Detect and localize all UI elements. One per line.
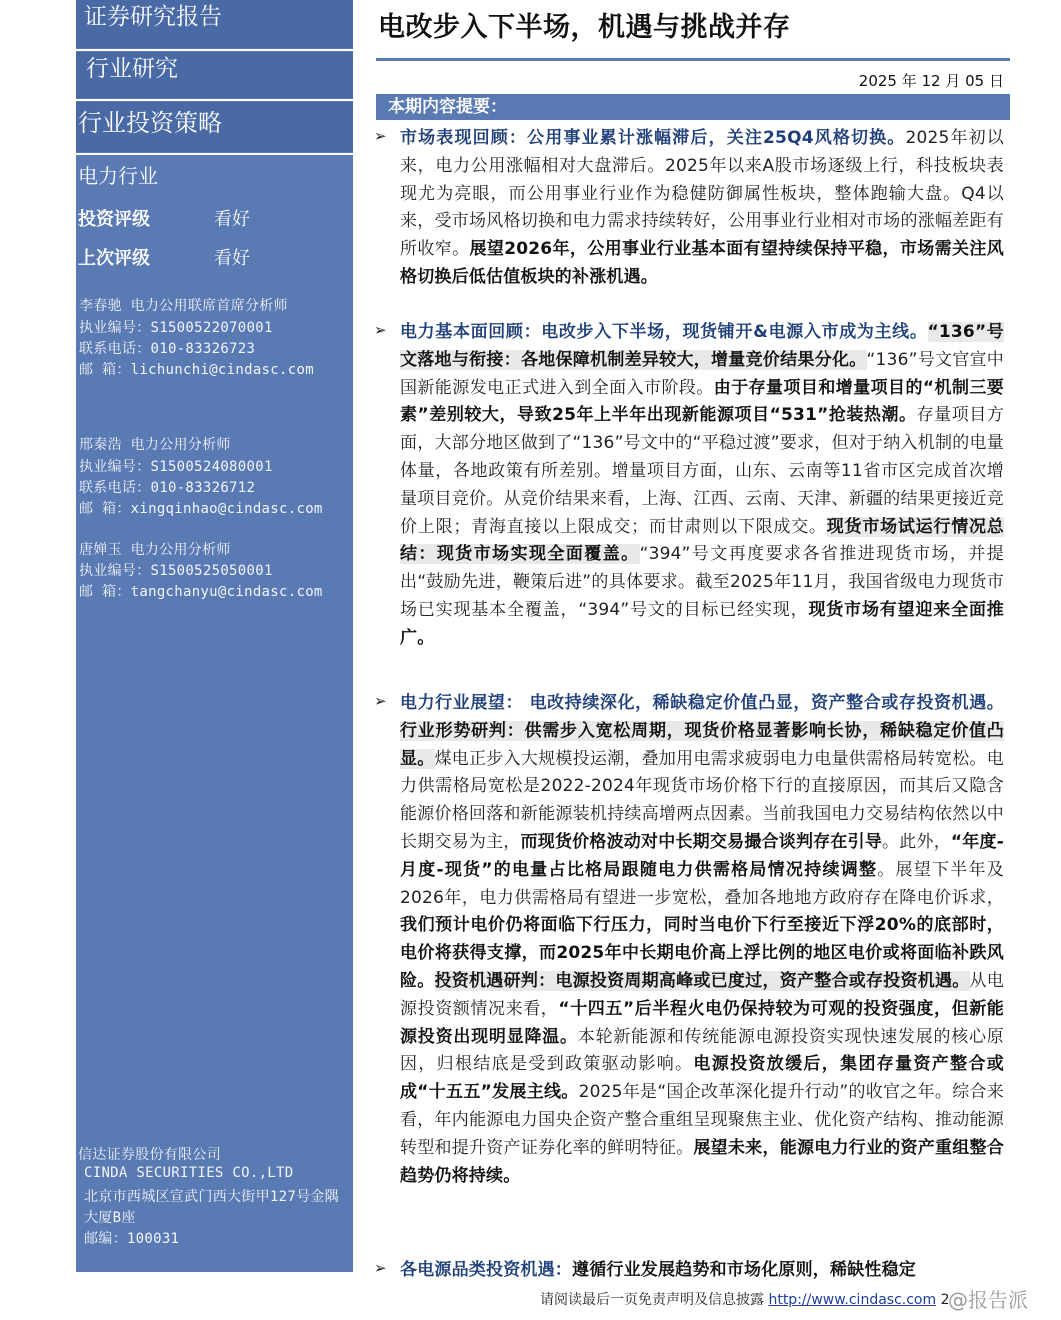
body-text: 。展望下半年及2026年，电力供需格局有望进一步宽松，叠加各地地方政府存在降电价诉求， [400, 859, 1004, 908]
analyst-id: 执业编号：S1500522070001 [79, 320, 273, 336]
section-paragraph [400, 1257, 1004, 1285]
summary-section-market [374, 125, 1004, 292]
watermark: @报告派 [948, 1288, 1028, 1312]
analyst-id: 执业编号：S1500524080001 [79, 459, 273, 475]
rating-value: 看好 [214, 209, 250, 230]
divider [76, 99, 353, 101]
divider [76, 153, 353, 155]
summary-section-investment [374, 1257, 1004, 1285]
website-link[interactable]: http://www.cindasc.com [768, 1292, 937, 1308]
highlight-text: 投资机遇研判：电源投资周期高峰或已度过，资产整合或存投资机遇。 [434, 970, 970, 991]
report-title: 电改步入下半场，机遇与挑战并存 [378, 12, 791, 43]
sidebar [76, 0, 353, 1272]
body-text: 存量项目方面，大部分地区做到了“136”号文中的“平稳过渡”要求，但对于纳入机制的电量体量，各地政策有所差别。增量项目方面，山东、云南等11省市区完成首次增量项目竞价。从竞价结果来看，上海、江西、云南、天津、新疆的结果更接近竞价上限；青海直接以上限成交；而甘肃则以下限成交。 [400, 405, 1005, 537]
bold-text: 而现货价格波动对中长期交易撮合谈判存在引导 [520, 831, 883, 852]
bullet-icon: ➢ [374, 1259, 387, 1277]
analyst-name: 邢秦浩 电力公用分析师 [79, 437, 231, 453]
page-number: 2 [940, 1292, 950, 1308]
bold-text: 电源投资放缓后，集团存量资产整合或成“十五五”发展主线。 [400, 1054, 1005, 1103]
category: 行业研究 [86, 56, 178, 82]
body-text: 2025年是“国企改革深化提升行动”的收官之年。综合来看，年内能源电力国央企资产整合重组呈现聚焦主业、优化资产结构、推动能源转型和提升资产证券化率的鲜明特征。 [400, 1082, 1005, 1158]
section-heading: 电力基本面回顾：电改步入下半场，现货铺开&电源入市成为主线。 [400, 322, 928, 342]
bullet-icon: ➢ [374, 321, 387, 339]
report-date: 2025 年 12 月 05 日 [858, 72, 1004, 90]
body-text: 从电源投资额情况来看， [400, 970, 1005, 1019]
bold-text: 现货市场有望迎来全面推广。 [400, 599, 1005, 648]
summary-section-outlook [374, 690, 1005, 1190]
bold-text: 遵循行业发展趋势和市场化原则，稀缺性稳定 [572, 1260, 916, 1280]
analyst-email[interactable]: 邮 箱：lichunchi@cindasc.com [79, 362, 314, 378]
company-postcode: 邮编：100031 [84, 1231, 180, 1247]
body-text: 煤电正步入大规模投运潮，叠加用电需求疲弱电力电量供需格局转宽松。电力供需格局宽松是2022-2024年现货市场价格下行的直接原因，而其后又隐含能源价格回落和新能源装机持续高增两点因素。当前我国电力交易结构依然以中长期交易为主， [400, 748, 1004, 852]
section-heading: 市场表现回顾：公用事业累计涨幅滞后，关注25Q4风格切换。 [400, 128, 906, 148]
analyst-phone: 联系电话：010-83326712 [79, 480, 256, 496]
category-box [76, 52, 353, 98]
disclaimer-note: 请阅读最后一页免责声明及信息披露 [540, 1292, 764, 1308]
body-text: 本轮新能源和传统能源电源投资实现快速发展的核心原因，归根结底是受到政策驱动影响。 [400, 1026, 1005, 1075]
summary-label: 本期内容提要： [388, 97, 507, 117]
analyst-email[interactable]: 邮 箱：xingqinhao@cindasc.com [79, 501, 323, 517]
body-text: “394”号文再度要求各省推进现货市场，并提出“鼓励先进，鞭策后进”的具体要求。截至2025年11月，我国省级电力现货市场已实现基本全覆盖，“394”号文的目标已经实现， [400, 544, 1004, 620]
summary-section-fundamentals [374, 319, 1005, 653]
bullet-icon: ➢ [374, 692, 387, 710]
subcategory-box [76, 102, 353, 152]
analyst-name: 李春驰 电力公用联席首席分析师 [79, 298, 288, 314]
highlight-text: 行业形势研判：供需步入宽松周期，现货价格显著影响长协，稀缺稳定价值凸显。 [400, 720, 1004, 769]
analyst-phone: 联系电话：010-83326723 [79, 341, 256, 357]
summary-header [376, 94, 1010, 120]
section-paragraph [400, 690, 1004, 1190]
body-text: 2025年初以来，电力公用涨幅相对大盘滞后。2025年以来A股市场逐级上行，科技板块表现尤为亮眼，而公用事业行业作为稳健防御属性板块，整体跑输大盘。Q4以来，受市场风格切换和电力需求持续转好，公用事业行业相对市场的涨幅差距有所收窄。 [400, 128, 1004, 260]
analyst-name: 唐婵玉 电力公用分析师 [79, 542, 231, 558]
section-paragraph [400, 319, 1004, 653]
title-rule [376, 58, 1010, 61]
body-text: “136”号文官宣中国新能源发电正式进入到全面入市阶段。 [400, 349, 1005, 398]
bold-text: 由于存量项目和增量项目的“机制三要素”差别较大，导致25年上半年出现新能源项目“531”抢装热潮。 [400, 377, 1004, 426]
analyst-id: 执业编号：S1500525050001 [79, 563, 273, 579]
report-type-box [76, 0, 353, 48]
highlight-text: “136”号文落地与衔接：各地保障机制差异较大，增量竞价结果分化。 [400, 322, 1004, 370]
section-paragraph [400, 125, 1004, 292]
company-address: 北京市西城区宣武门西大街甲127号金隅 [84, 1189, 339, 1205]
company-cn: 信达证券股份有限公司 [78, 1147, 221, 1163]
bold-text: 展望未来，能源电力行业的资产重组整合趋势仍将持续。 [400, 1137, 1004, 1186]
company-en: CINDA SECURITIES CO.,LTD [84, 1165, 294, 1181]
rating-label: 投资评级 [78, 209, 150, 230]
section-heading: 电力行业展望： 电改持续深化，稀缺稳定价值凸显，资产整合或存投资机遇。 [400, 693, 1004, 713]
divider [76, 49, 353, 51]
bold-text: 展望2026年，公用事业行业基本面有望持续保持平稳，市场需关注风格切换后低估值板块的补涨机遇。 [400, 239, 1004, 287]
bold-text: “十四五”后半程火电仍保持较为可观的投资强度，但新能源投资出现明显降温。 [400, 998, 1004, 1047]
company-address: 大厦B座 [84, 1210, 136, 1226]
section-heading: 各电源品类投资机遇： [400, 1260, 572, 1280]
industry: 电力行业 [78, 164, 158, 188]
subcategory: 行业投资策略 [78, 109, 222, 137]
prev-rating-value: 看好 [214, 248, 250, 269]
highlight-text: 现货市场试运行情况总结：现货市场实现全面覆盖。 [400, 516, 1004, 565]
bold-text: “年度-月度-现货”的电量占比格局跟随电力供需格局情况持续调整 [400, 831, 1004, 880]
analyst-email[interactable]: 邮 箱：tangchanyu@cindasc.com [79, 584, 323, 600]
page-footer [540, 1289, 950, 1309]
prev-rating-label: 上次评级 [78, 248, 150, 269]
bullet-icon: ➢ [374, 127, 387, 145]
report-type: 证券研究报告 [84, 4, 222, 30]
bold-text: 我们预计电价仍将面临下行压力，同时当电价下行至接近下浮20%的底部时，电价将获得支撑，而2025年中长期电价高上浮比例的地区电价或将面临补跌风险。 [400, 915, 1004, 991]
body-text: 。此外， [882, 831, 951, 852]
